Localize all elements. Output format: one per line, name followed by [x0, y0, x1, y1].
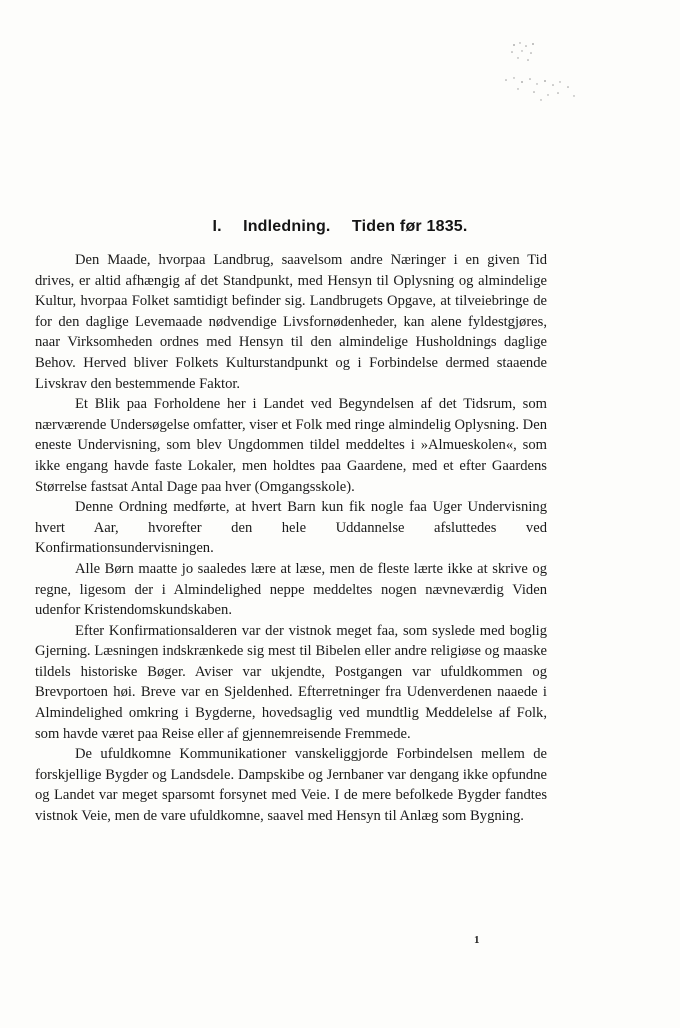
chapter-heading — [0, 218, 680, 236]
paragraph: Denne Ordning medførte, at hvert Barn kun fik nogle faa Uger Undervisning hvert Aar, hvorefter den hele Uddannelse afsluttedes ved Konfirmationsundervisningen. — [35, 499, 547, 557]
body-text — [35, 250, 547, 827]
paragraph: Efter Konfirmationsalderen var der vistnok meget faa, som syslede med boglig Gjerning. Læsningen indskrænkede sig mest til Bibelen eller andre religiøse og maaske tildels historiske Bøger. Aviser var ukjendte, Postgangen var ufuldkommen og Brevportoen høi. Breve var en Sjeldenhed. Efterretninger fra Udenverdenen naaede i Almindelighed omkring i Bygderne, hovedsaglig ved mundtlig Meddelelse af Folk, som havde været paa Reise eller af gjennemreisende Fremmede. — [35, 622, 547, 742]
paragraph: Alle Børn maatte jo saaledes lære at læse, men de fleste lærte ikke at skrive og regne, ligesom der i Almindelighed neppe meddeltes nogen nævneværdig Viden udenfor Kristendomskundskaben. — [35, 560, 547, 619]
paragraph: Den Maade, hvorpaa Landbrug, saavelsom andre Næringer i en given Tid drives, er altid afhængig af det Standpunkt, med Hensyn til Oplysning og almindelige Kultur, hvorpaa Folket samtidigt befinder sig. Landbrugets Opgave, at tilveiebringe de for den daglige Levemaade nødvendige Livsfornødenheder, kan alene fyldestgjøres, naar Virksomheden ordnes med Hensyn til den almindelige Husholdnings daglige Behov. Herved bliver Folkets Kulturstandpunkt og i Forbindelse dermed staaende Livskrav den bestemmende Faktor. — [35, 252, 547, 392]
chapter-title: Indledning. — [243, 218, 331, 235]
page-number: 1 — [474, 934, 480, 946]
paragraph: De ufuldkomne Kommunikationer vanskeliggjorde Forbindelsen mellem de forskjellige Bygder og Landsdele. Dampskibe og Jernbaner var dengang ikke opfundne og Landet var meget sparsomt forsynet med Veie. I de mere befolkede Bygder fandtes vistnok Veie, men de vare ufuldkomne, saavel med Hensyn til Anlæg som Bygning. — [35, 746, 547, 825]
paragraph: Et Blik paa Forholdene her i Landet ved Begyndelsen af det Tidsrum, som nærværende Undersøgelse omfatter, viser et Folk med ringe almindelig Oplysning. Den eneste Undervisning, som blev Ungdommen tildel meddeltes i »Almueskolen«, som ikke engang havde faste Lokaler, men holdtes paa Gaardene, med et efter Gaardens Størrelse fastsat Antal Dage paa hver (Omgangsskole). — [35, 396, 547, 495]
chapter-subtitle: Tiden før 1835. — [351, 218, 468, 235]
scan-specks — [500, 40, 590, 110]
chapter-number: I. — [212, 218, 222, 235]
